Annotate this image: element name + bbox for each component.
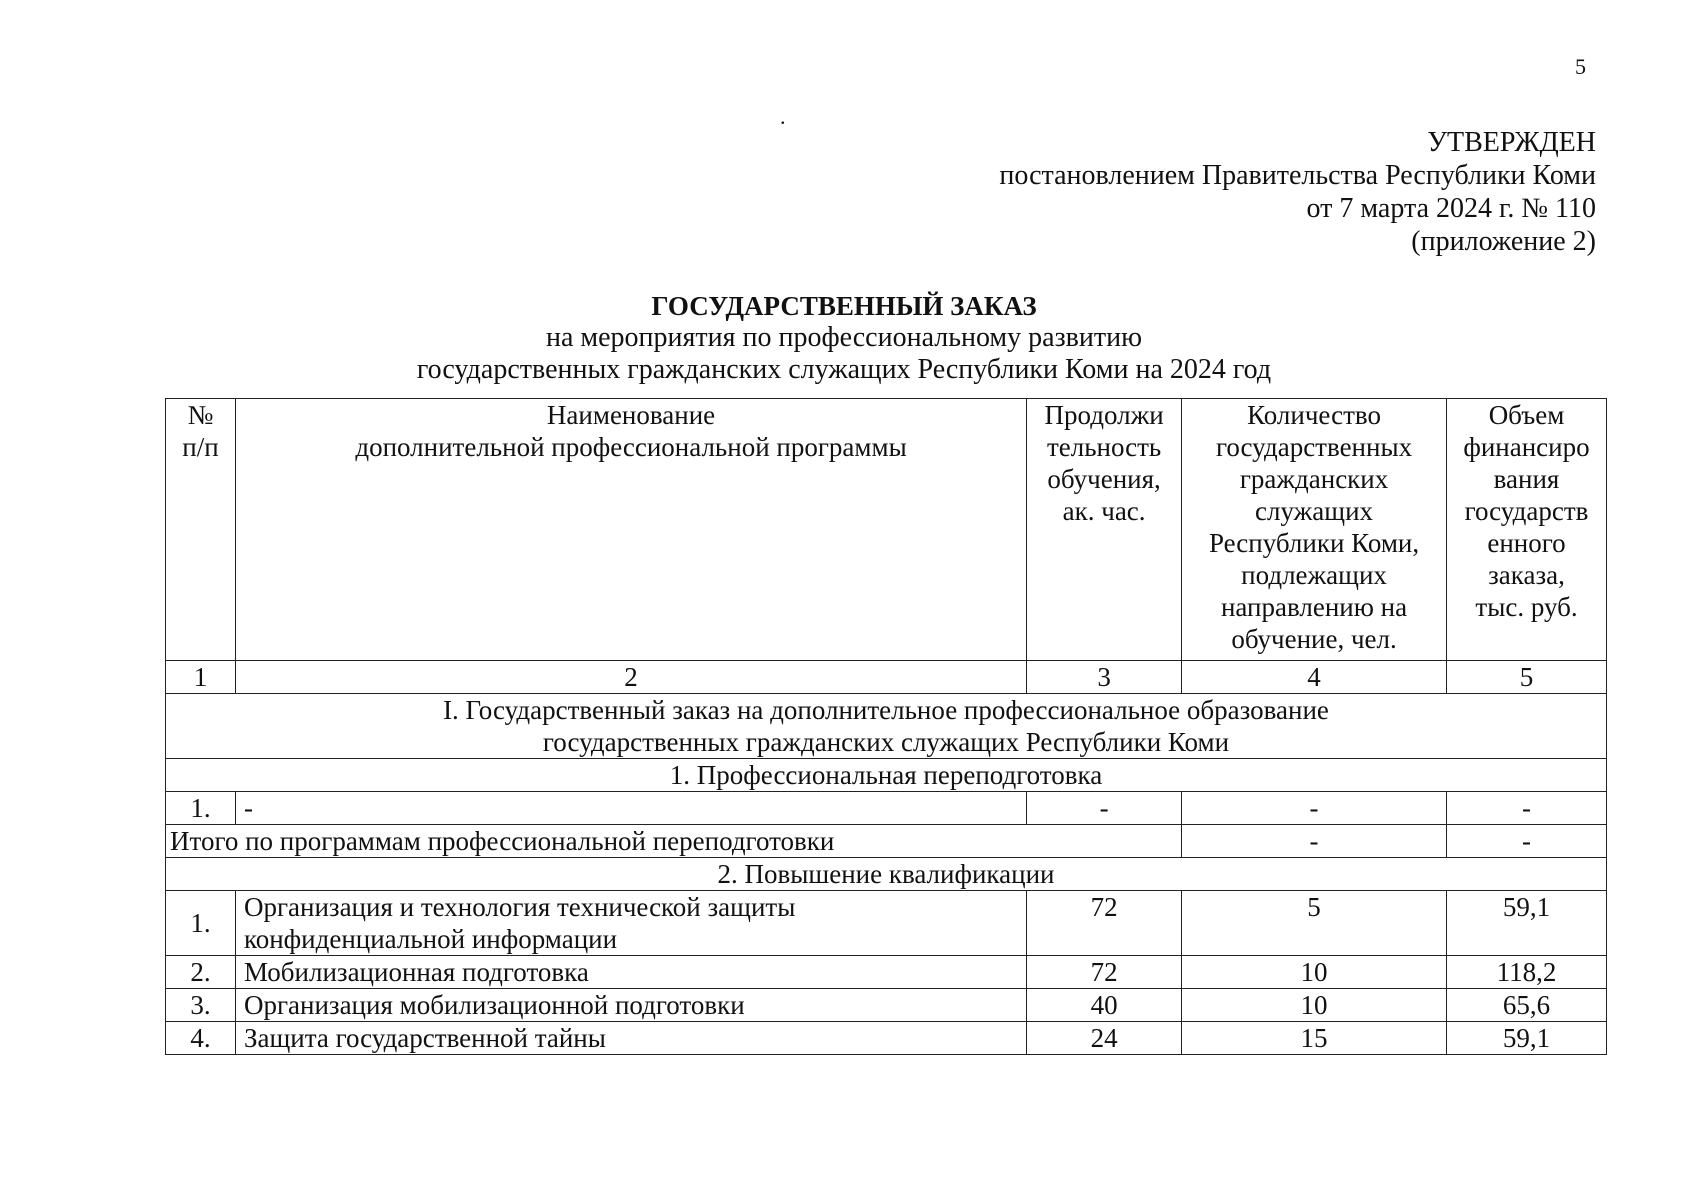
total-row	[166, 825, 1607, 858]
row-name: Организация мобилизационной подготовки	[235, 989, 1026, 1022]
approval-line-4: (приложение 2)	[1411, 226, 1596, 257]
row-volume: 59,1	[1447, 891, 1607, 956]
order-table	[165, 398, 1607, 1055]
header-volume-line: финансиро	[1463, 432, 1590, 462]
header-num	[166, 399, 236, 661]
column-index: 5	[1447, 661, 1607, 694]
column-index: 4	[1182, 661, 1447, 694]
section-heading-line: государственных гражданских служащих Республики Коми	[542, 727, 1230, 757]
page-number: 5	[1575, 54, 1586, 79]
table-row	[166, 956, 1607, 989]
header-count-line: Республики Коми,	[1208, 528, 1420, 558]
row-name-line: конфиденциальной информации	[243, 924, 618, 954]
title-subline-2: государственных гражданских служащих Республики Коми на 2024 год	[416, 354, 1272, 385]
subsection-heading: 1. Профессиональная переподготовка	[166, 759, 1607, 792]
header-count-line: гражданских	[1239, 464, 1389, 494]
header-volume-line: енного	[1487, 528, 1566, 558]
row-name	[235, 891, 1026, 956]
header-count	[1182, 399, 1447, 661]
subsection-row	[166, 858, 1607, 891]
row-name: Мобилизационная подготовка	[235, 956, 1026, 989]
row-duration: 72	[1027, 956, 1182, 989]
row-number: 3.	[166, 989, 236, 1022]
row-name: -	[235, 792, 1026, 825]
page-title: ГОСУДАРСТВЕННЫЙ ЗАКАЗ	[651, 291, 1037, 321]
total-count: -	[1182, 825, 1447, 858]
column-index: 3	[1027, 661, 1182, 694]
row-number: 1.	[166, 792, 236, 825]
header-name-line: Наименование	[546, 400, 716, 430]
row-count: 10	[1182, 989, 1447, 1022]
header-volume-line: заказа,	[1488, 560, 1565, 590]
table-row	[166, 989, 1607, 1022]
total-volume: -	[1447, 825, 1607, 858]
row-name: Защита государственной тайны	[235, 1022, 1026, 1055]
header-row	[166, 399, 1607, 661]
column-index: 1	[166, 661, 236, 694]
stray-mark: .	[780, 104, 786, 129]
row-count: 5	[1182, 891, 1447, 956]
table-row	[166, 891, 1607, 956]
header-duration-line: тельность	[1046, 432, 1162, 462]
row-duration: 72	[1027, 891, 1182, 956]
section-heading	[166, 694, 1607, 759]
header-count-line: обучение, чел.	[1231, 624, 1397, 654]
row-volume: 65,6	[1447, 989, 1607, 1022]
row-name-line: Организация и технология технической защиты	[243, 892, 796, 922]
row-count: 10	[1182, 956, 1447, 989]
row-count: 15	[1182, 1022, 1447, 1055]
header-volume	[1447, 399, 1607, 661]
section-heading-row	[166, 694, 1607, 759]
row-number: 2.	[166, 956, 236, 989]
row-number: 4.	[166, 1022, 236, 1055]
header-count-line: подлежащих	[1241, 560, 1387, 590]
row-count: -	[1182, 792, 1447, 825]
header-num-line: п/п	[182, 432, 219, 462]
approval-line-1: УТВЕРЖДЕН	[1427, 127, 1596, 158]
header-volume-line: Объем	[1488, 400, 1565, 430]
approval-line-3: от 7 марта 2024 г. № 110	[1306, 193, 1596, 224]
column-index-row	[166, 661, 1607, 694]
subsection-row	[166, 759, 1607, 792]
table-row	[166, 792, 1607, 825]
header-count-line: государственных	[1215, 432, 1413, 462]
header-duration-line: обучения,	[1047, 464, 1161, 494]
row-duration: 24	[1027, 1022, 1182, 1055]
section-heading-line: I. Государственный заказ на дополнительное профессиональное образование	[443, 695, 1329, 725]
row-duration: 40	[1027, 989, 1182, 1022]
subsection-heading: 2. Повышение квалификации	[166, 858, 1607, 891]
header-name	[235, 399, 1026, 661]
header-count-line: Количество	[1247, 400, 1381, 430]
header-duration	[1027, 399, 1182, 661]
header-name-line: дополнительной профессиональной программы	[355, 432, 907, 462]
row-volume: -	[1447, 792, 1607, 825]
header-num-line: №	[187, 400, 214, 430]
row-duration: -	[1027, 792, 1182, 825]
header-volume-line: тыс. руб.	[1475, 592, 1578, 622]
header-volume-line: государств	[1464, 496, 1589, 526]
row-number: 1.	[166, 891, 236, 956]
document-title	[0, 290, 1688, 386]
title-subline-1: на мероприятия по профессиональному развитию	[546, 322, 1142, 353]
header-count-line: направлению на	[1220, 592, 1408, 622]
header-duration-line: ак. час.	[1062, 496, 1146, 526]
row-volume: 59,1	[1447, 1022, 1607, 1055]
table-row	[166, 1022, 1607, 1055]
approval-line-2: постановлением Правительства Республики Коми	[999, 160, 1596, 191]
row-volume: 118,2	[1447, 956, 1607, 989]
total-label: Итого по программам профессиональной переподготовки	[166, 825, 1182, 858]
header-duration-line: Продолжи	[1044, 400, 1164, 430]
column-index: 2	[235, 661, 1026, 694]
approval-stamp	[999, 126, 1596, 258]
header-volume-line: вания	[1493, 464, 1560, 494]
header-count-line: служащих	[1255, 496, 1374, 526]
